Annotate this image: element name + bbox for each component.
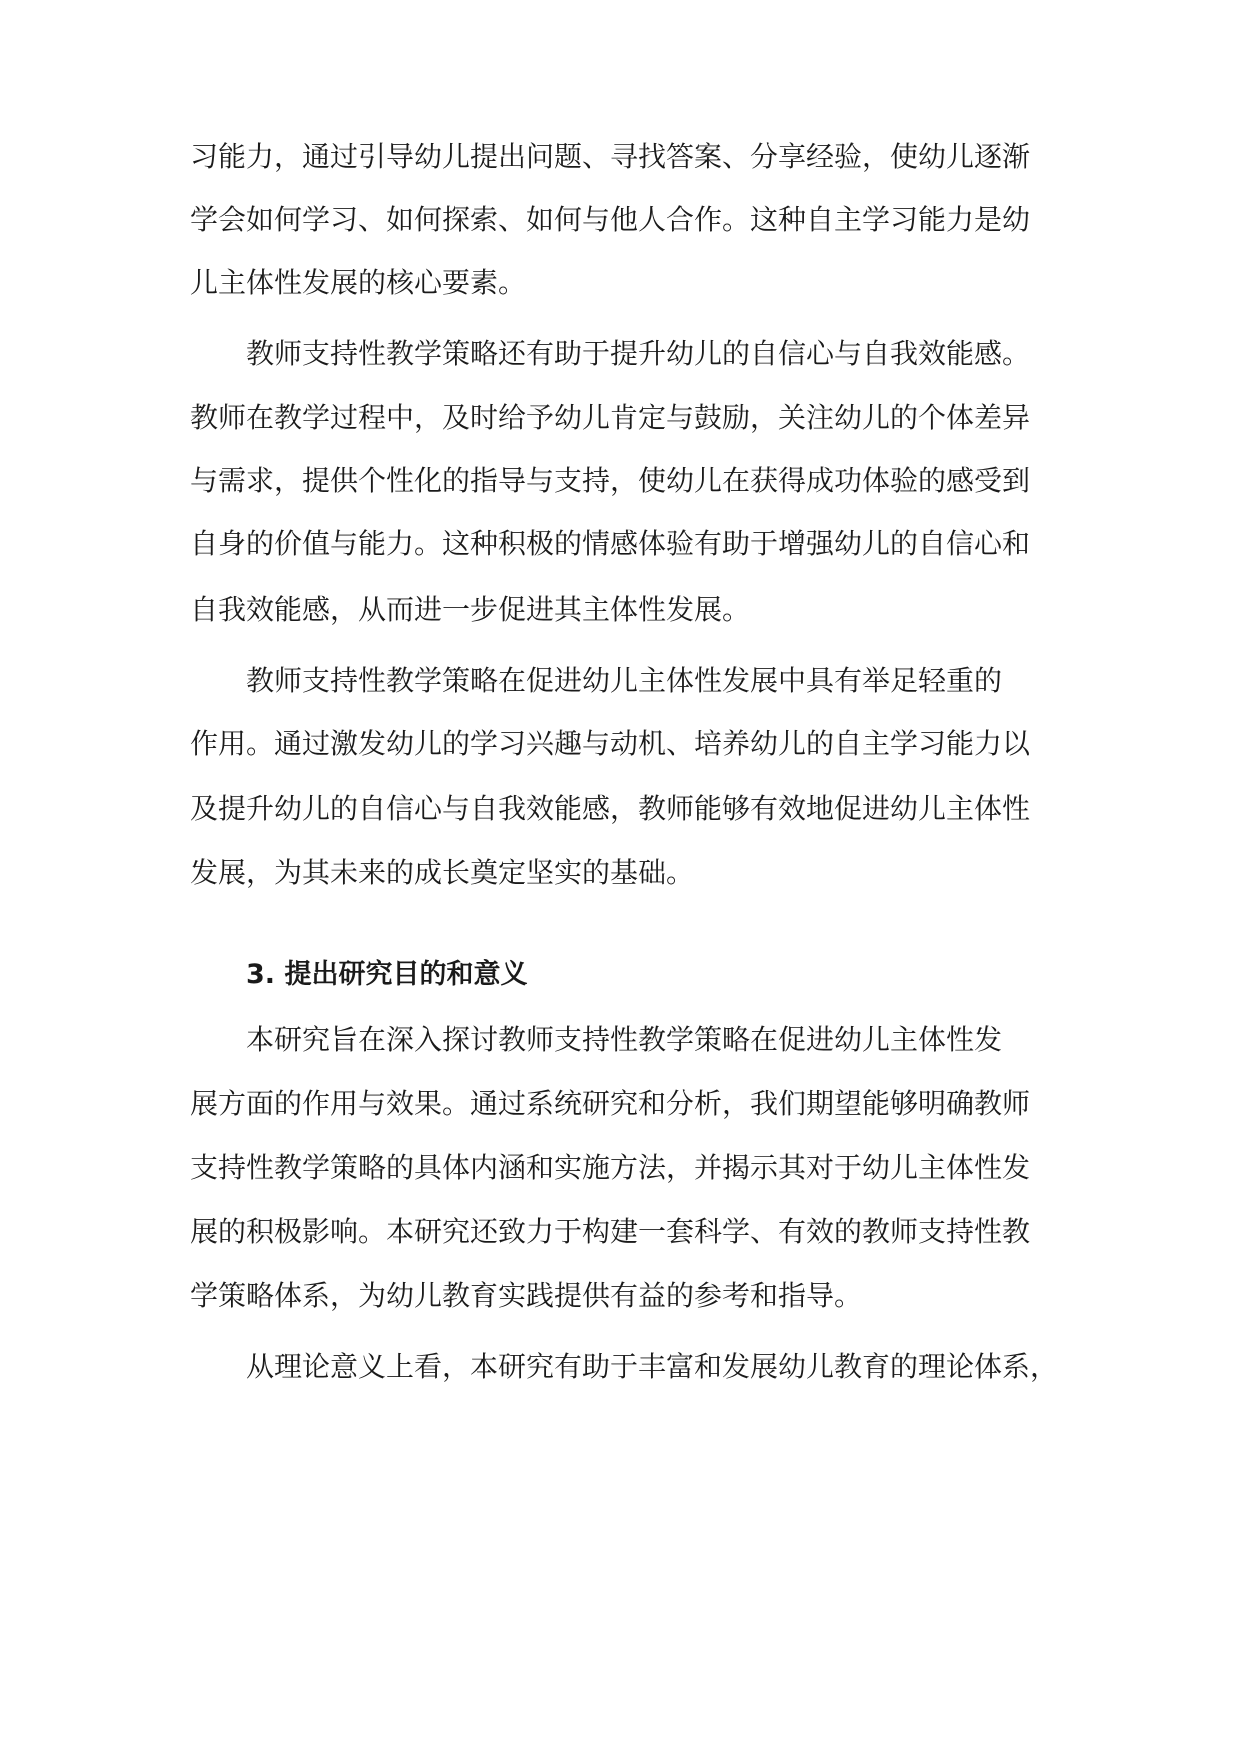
text-line: 自我效能感，从而进一步促进其主体性发展。 [190,593,751,626]
text-line: 及提升幼儿的自信心与自我效能感，教师能够有效地促进幼儿主体性 [190,792,1031,825]
text-line: 自身的价值与能力。这种积极的情感体验有助于增强幼儿的自信心和 [190,527,1031,560]
text-line: 支持性教学策略的具体内涵和实施方法，并揭示其对于幼儿主体性发 [190,1151,1031,1184]
paragraph-first-line: 本研究旨在深入探讨教师支持性教学策略在促进幼儿主体性发 [246,1023,1003,1056]
paragraph-first-line: 教师支持性教学策略在促进幼儿主体性发展中具有举足轻重的 [246,664,1003,697]
section-heading: 3. 提出研究目的和意义 [246,959,528,990]
text-line: 教师在教学过程中，及时给予幼儿肯定与鼓励，关注幼儿的个体差异 [190,401,1031,434]
text-line: 习能力，通过引导幼儿提出问题、寻找答案、分享经验，使幼儿逐渐 [190,140,1031,173]
text-line: 展方面的作用与效果。通过系统研究和分析，我们期望能够明确教师 [190,1087,1031,1120]
text-line: 儿主体性发展的核心要素。 [190,266,527,299]
text-line: 与需求，提供个性化的指导与支持，使幼儿在获得成功体验的感受到 [190,464,1031,497]
text-line: 学会如何学习、如何探索、如何与他人合作。这种自主学习能力是幼 [190,203,1031,236]
text-line: 学策略体系，为幼儿教育实践提供有益的参考和指导。 [190,1279,863,1312]
text-line: 发展，为其未来的成长奠定坚实的基础。 [190,856,695,889]
paragraph-first-line: 从理论意义上看，本研究有助于丰富和发展幼儿教育的理论体系， [246,1350,1059,1383]
text-line: 作用。通过激发幼儿的学习兴趣与动机、培养幼儿的自主学习能力以 [190,727,1031,760]
text-line: 展的积极影响。本研究还致力于构建一套科学、有效的教师支持性教 [190,1215,1031,1248]
paragraph-first-line: 教师支持性教学策略还有助于提升幼儿的自信心与自我效能感。 [246,337,1031,370]
